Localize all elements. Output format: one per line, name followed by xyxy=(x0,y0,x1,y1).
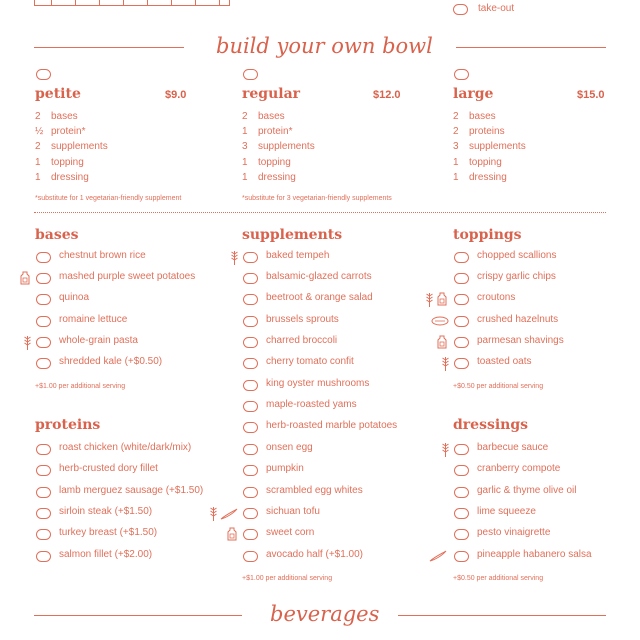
divider-left xyxy=(34,47,184,48)
supplements-title: supplements xyxy=(242,227,343,243)
dressings-radio[interactable] xyxy=(454,529,469,540)
proteins-radio[interactable] xyxy=(36,508,51,519)
size-regular-note: *substitute for 3 vegetarian-friendly supplements xyxy=(242,195,392,202)
toppings-radio[interactable] xyxy=(454,252,469,263)
divider-right xyxy=(456,47,606,48)
proteins-radio[interactable] xyxy=(36,444,51,455)
wheat-icon xyxy=(209,506,218,522)
toppings-note: +$0.50 per additional serving xyxy=(453,383,544,390)
supplements-radio[interactable] xyxy=(243,358,258,369)
dressings-radio[interactable] xyxy=(454,508,469,519)
dressings-title: dressings xyxy=(453,417,529,433)
size-petite-price: $9.0 xyxy=(165,89,187,101)
size-petite-details: 2 bases ½ protein* 2 supplements 1 topping 1 dressing xyxy=(35,111,108,183)
beverages-divider-right xyxy=(398,615,606,616)
dressings-radio[interactable] xyxy=(454,444,469,455)
milk-bottle-icon xyxy=(437,292,449,306)
supplements-radio[interactable] xyxy=(243,252,258,263)
size-petite-name: petite xyxy=(35,86,81,102)
proteins-radio[interactable] xyxy=(36,465,51,476)
supplements-radio[interactable] xyxy=(243,422,258,433)
size-regular-price: $12.0 xyxy=(373,89,401,101)
proteins-radio[interactable] xyxy=(36,551,51,562)
wheat-icon xyxy=(441,356,450,372)
supplements-radio[interactable] xyxy=(243,316,258,327)
supplements-radio[interactable] xyxy=(243,401,258,412)
wheat-icon xyxy=(230,250,239,266)
milk-bottle-icon xyxy=(20,271,32,285)
bases-radio[interactable] xyxy=(36,294,51,305)
bases-radio[interactable] xyxy=(36,337,51,348)
size-large-name: large xyxy=(453,86,494,102)
proteins-radio[interactable] xyxy=(36,487,51,498)
size-regular-details: 2 bases 1 protein* 3 supplements 1 topping 1 dressing xyxy=(242,111,315,183)
dotted-divider xyxy=(34,212,606,213)
supplements-radio[interactable] xyxy=(243,273,258,284)
toppings-radio[interactable] xyxy=(454,337,469,348)
supplements-radio[interactable] xyxy=(243,444,258,455)
size-regular-radio[interactable] xyxy=(243,69,258,80)
bases-radio[interactable] xyxy=(36,358,51,369)
milk-bottle-icon xyxy=(227,527,239,541)
dressings-radio[interactable] xyxy=(454,465,469,476)
toppings-radio[interactable] xyxy=(454,316,469,327)
nut-icon xyxy=(431,316,449,326)
wheat-icon xyxy=(425,292,434,308)
supplements-radio[interactable] xyxy=(243,487,258,498)
proteins-radio[interactable] xyxy=(36,529,51,540)
wheat-icon xyxy=(441,442,450,458)
chili-icon xyxy=(219,507,239,521)
toppings-title: toppings xyxy=(453,227,522,243)
bases-title: bases xyxy=(35,227,79,243)
proteins-title: proteins xyxy=(35,417,101,433)
size-petite-radio[interactable] xyxy=(36,69,51,80)
milk-bottle-icon xyxy=(437,335,449,349)
chili-icon xyxy=(428,549,448,563)
bases-radio[interactable] xyxy=(36,252,51,263)
dressings-note: +$0.50 per additional serving xyxy=(453,575,544,582)
dressings-radio[interactable] xyxy=(454,551,469,562)
supplements-radio[interactable] xyxy=(243,465,258,476)
supplements-radio[interactable] xyxy=(243,380,258,391)
size-large-radio[interactable] xyxy=(454,69,469,80)
size-petite-note: *substitute for 1 vegetarian-friendly supplement xyxy=(35,195,182,202)
supplements-radio[interactable] xyxy=(243,337,258,348)
top-table-remnant xyxy=(34,0,230,6)
beverages-divider-left xyxy=(34,615,242,616)
supplements-radio[interactable] xyxy=(243,508,258,519)
takeout-radio[interactable] xyxy=(453,4,468,15)
toppings-radio[interactable] xyxy=(454,358,469,369)
takeout-label: take-out xyxy=(478,3,515,14)
toppings-radio[interactable] xyxy=(454,294,469,305)
beverages-title: beverages xyxy=(270,602,380,626)
bases-radio[interactable] xyxy=(36,316,51,327)
size-regular-name: regular xyxy=(242,86,301,102)
supplements-radio[interactable] xyxy=(243,294,258,305)
bases-note: +$1.00 per additional serving xyxy=(35,383,126,390)
wheat-icon xyxy=(23,335,32,351)
dressings-radio[interactable] xyxy=(454,487,469,498)
supplements-radio[interactable] xyxy=(243,529,258,540)
size-large-price: $15.0 xyxy=(577,89,605,101)
supplements-note: +$1.00 per additional serving xyxy=(242,575,333,582)
byob-title: build your own bowl xyxy=(216,34,433,58)
bases-radio[interactable] xyxy=(36,273,51,284)
size-large-details: 2 bases 2 proteins 3 supplements 1 topping 1 dressing xyxy=(453,111,526,183)
supplements-radio[interactable] xyxy=(243,551,258,562)
toppings-radio[interactable] xyxy=(454,273,469,284)
